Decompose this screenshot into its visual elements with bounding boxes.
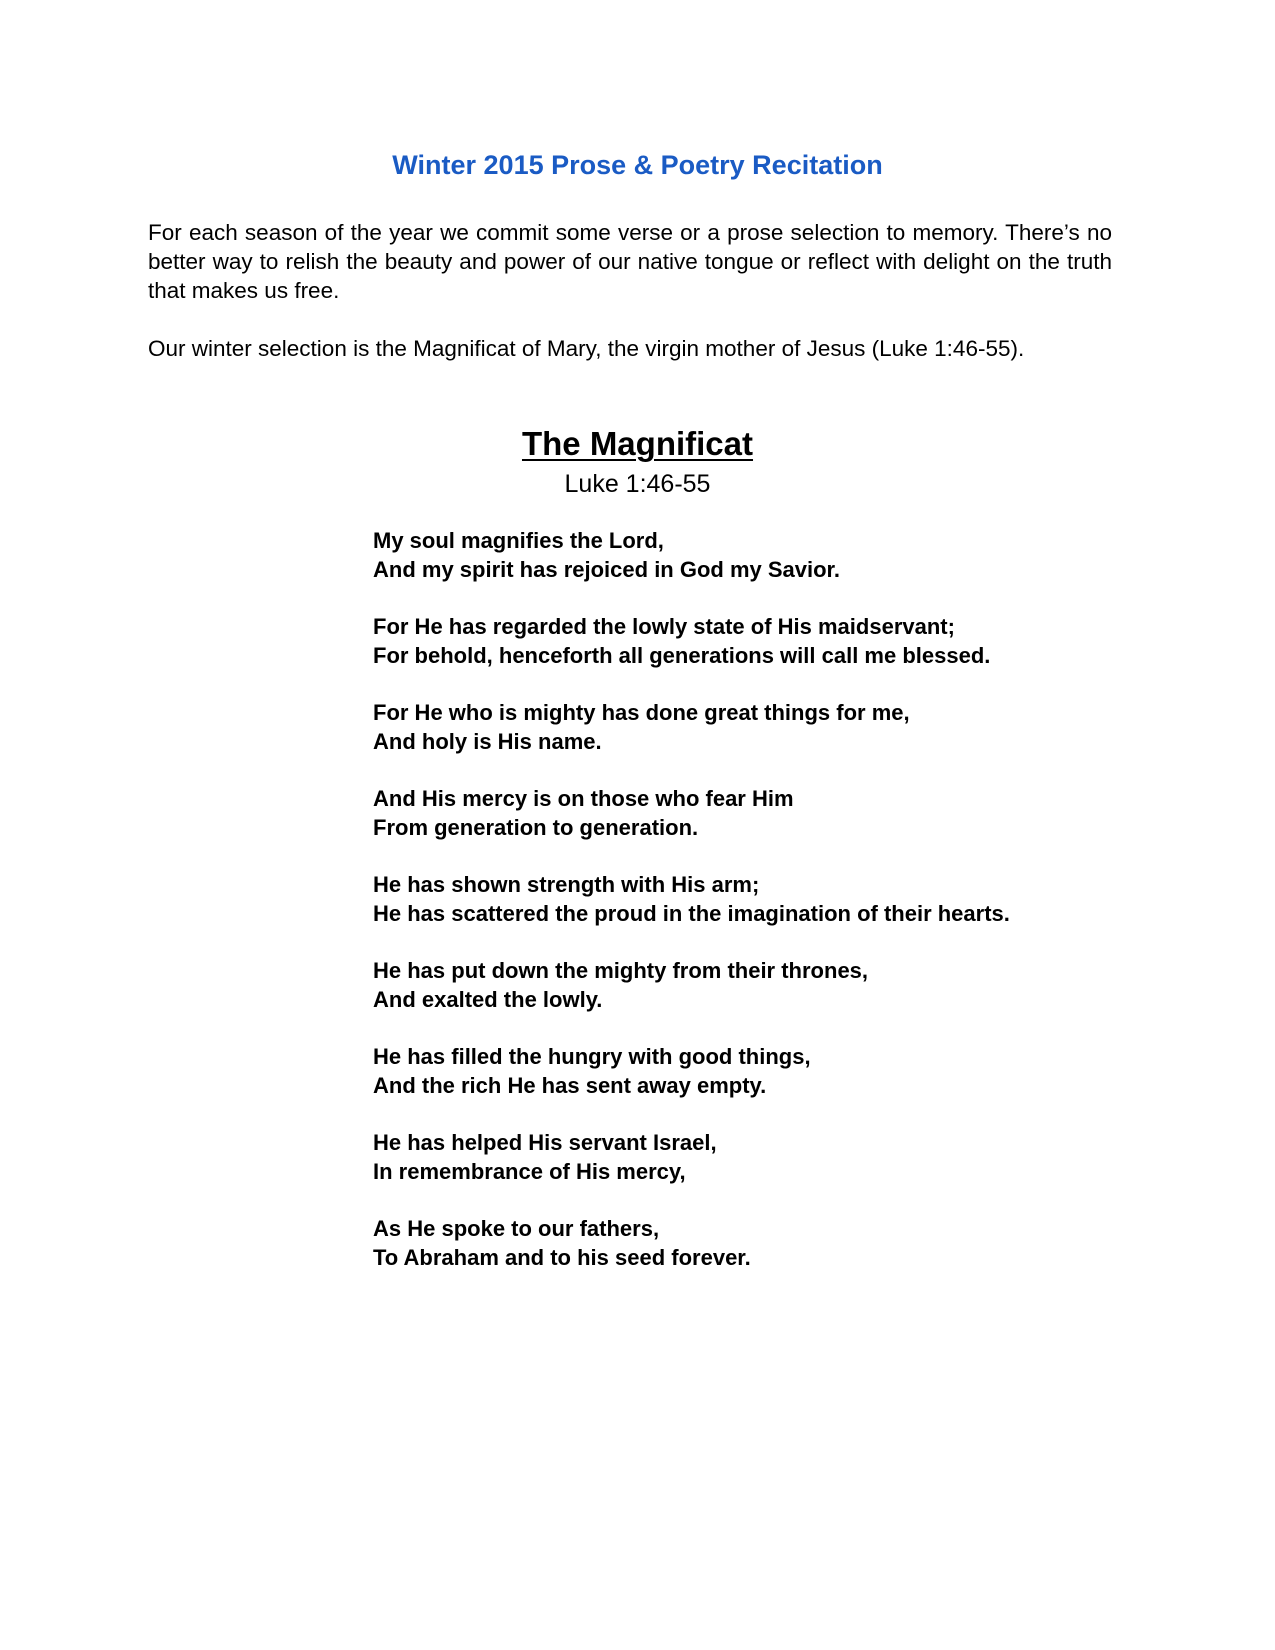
stanza: [373, 1215, 1233, 1272]
poem-line: From generation to generation.: [373, 814, 699, 840]
page-title: Winter 2015 Prose & Poetry Recitation: [392, 150, 883, 180]
stanza: [373, 871, 1233, 928]
poem-line: And His mercy is on those who fear Him: [373, 786, 794, 811]
poem-line: And my spirit has rejoiced in God my Savior.: [373, 556, 841, 582]
poem-line: And the rich He has sent away empty.: [373, 1072, 767, 1098]
stanza: [373, 613, 1233, 670]
poem-line: And holy is His name.: [373, 728, 602, 754]
stanza: [373, 957, 1233, 1014]
stanza: [373, 527, 1233, 584]
poem-line: He has shown strength with His arm;: [373, 872, 760, 897]
poem-line: He has scattered the proud in the imagination of their hearts.: [373, 900, 1010, 926]
stanza: [373, 785, 1233, 842]
poem-line: To Abraham and to his seed forever.: [373, 1244, 751, 1270]
poem-line: He has filled the hungry with good things,: [373, 1044, 811, 1069]
poem-title: The Magnificat: [521, 425, 754, 462]
poem-reference: Luke 1:46-55: [564, 470, 711, 498]
poem-line: As He spoke to our fathers,: [373, 1216, 660, 1241]
poem-line: He has put down the mighty from their thrones,: [373, 958, 869, 983]
intro-paragraph: For each season of the year we commit some verse or a prose selection to memory. There’s no better way to relish the beauty and power of our native tongue or reflect with delight on the truth that makes us free.: [148, 220, 1112, 303]
poem-line: He has helped His servant Israel,: [373, 1130, 717, 1155]
stanza: [373, 1043, 1233, 1100]
poem-line: For He has regarded the lowly state of His maidservant;: [373, 614, 955, 639]
poem-line: My soul magnifies the Lord,: [373, 528, 664, 553]
selection-paragraph: Our winter selection is the Magnificat of Mary, the virgin mother of Jesus (Luke 1:46-55).: [148, 336, 1025, 361]
poem-body: [373, 527, 1233, 1301]
stanza: [373, 1129, 1233, 1186]
poem-line: For behold, henceforth all generations will call me blessed.: [373, 642, 991, 668]
stanza: [373, 699, 1233, 756]
poem-line: In remembrance of His mercy,: [373, 1158, 686, 1184]
poem-line: For He who is mighty has done great things for me,: [373, 700, 910, 725]
poem-line: And exalted the lowly.: [373, 986, 603, 1012]
